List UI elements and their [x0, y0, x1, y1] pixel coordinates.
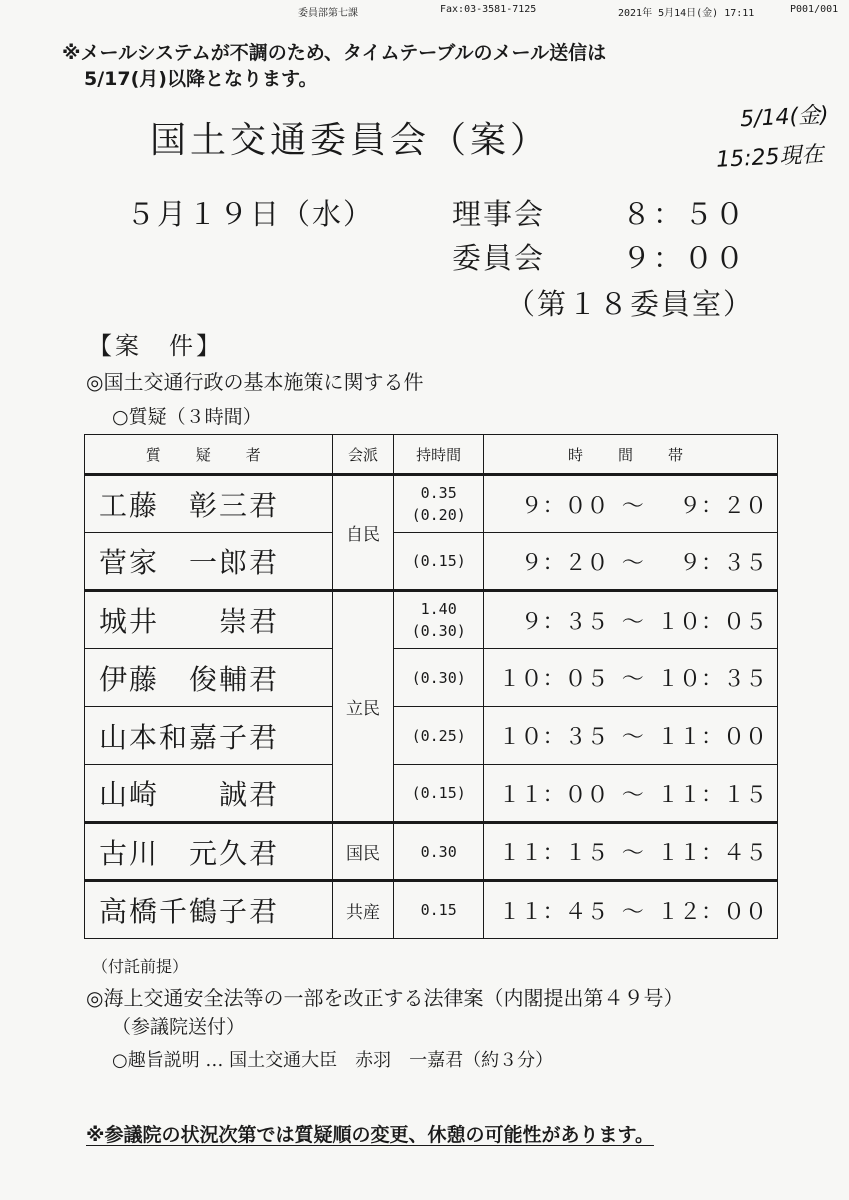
time-slot: １１：００ ～ １１：１５ [484, 765, 778, 823]
notice-top-line2: 5/17(月)以降となります。 [84, 68, 318, 90]
referral-sub: （参議院送付） [112, 1016, 246, 1038]
hold-time-cell: (0.30) [394, 649, 484, 707]
questioner-name: 伊藤 俊輔君 [85, 649, 333, 707]
party-cell: 立民 [332, 591, 394, 823]
time-slot: １１：１５ ～ １１：４５ [484, 823, 778, 881]
questioner-name: 山本和嘉子君 [85, 707, 333, 765]
time-slot: ９：３５ ～ １０：０５ [484, 591, 778, 649]
time-slot: ９：２０ ～ ９：３５ [484, 533, 778, 591]
hold-time-cell [394, 475, 484, 533]
questioner-name: 城井 崇君 [85, 591, 333, 649]
time-slot: ９：００ ～ ９：２０ [484, 475, 778, 533]
table-row [85, 881, 778, 939]
page-title: 国土交通委員会（案） [150, 120, 551, 161]
schedule-label-1: 委員会 [452, 241, 546, 275]
table-row [85, 533, 778, 591]
table-row [85, 765, 778, 823]
questioner-name: 菅家 一郎君 [85, 533, 333, 591]
handwritten-date: 5/14(金) [739, 102, 830, 133]
time-slot: １０：３５ ～ １１：００ [484, 707, 778, 765]
agenda-item: ◎国土交通行政の基本施策に関する件 [86, 370, 424, 394]
header-time-slot: 時 間 帯 [484, 435, 778, 475]
notice-bottom: ※参議院の状況次第では質疑順の変更、休憩の可能性があります。 [86, 1124, 654, 1146]
time-slot: １０：０５ ～ １０：３５ [484, 649, 778, 707]
table-row [85, 823, 778, 881]
hold-time-cell: 0.30 [394, 823, 484, 881]
questioner-table [84, 434, 778, 939]
referral-explain: ○趣旨説明 … 国土交通大臣 赤羽 一嘉君（約３分） [112, 1050, 554, 1071]
questioner-name: 高橋千鶴子君 [85, 881, 333, 939]
agenda-heading: 【案 件】 [88, 332, 223, 360]
fax-page: P001/001 [790, 4, 839, 15]
agenda-sub: ○質疑（３時間） [112, 406, 262, 428]
table-row [85, 649, 778, 707]
hold-time-share: (0.20) [411, 506, 466, 524]
fax-header [0, 4, 849, 20]
schedule-time-0: ８：５０ [622, 197, 747, 231]
time-slot: １１：４５ ～ １２：００ [484, 881, 778, 939]
header-hold-time: 持時間 [394, 435, 484, 475]
hold-time-total: 0.35 [420, 484, 457, 502]
header-party: 会派 [332, 435, 394, 475]
handwritten-time: 15:25現在 [715, 142, 825, 173]
party-cell: 国民 [332, 823, 394, 881]
referral-item: ◎海上交通安全法等の一部を改正する法律案（内閣提出第４９号） [86, 986, 684, 1010]
table-row [85, 475, 778, 533]
questioner-name: 工藤 彰三君 [85, 475, 333, 533]
schedule-date: ５月１９日（水） [126, 197, 375, 231]
hold-time-cell [394, 591, 484, 649]
hold-time-total: 1.40 [420, 600, 457, 618]
questioner-name: 山崎 誠君 [85, 765, 333, 823]
table-header-row [85, 435, 778, 475]
table-row [85, 591, 778, 649]
hold-time-cell: (0.25) [394, 707, 484, 765]
schedule-room: （第１８委員室） [506, 287, 755, 321]
header-questioner: 質 疑 者 [85, 435, 333, 475]
party-cell: 共産 [332, 881, 394, 939]
fax-dept: 委員部第七課 [298, 8, 358, 19]
questioner-name: 古川 元久君 [85, 823, 333, 881]
hold-time-share: (0.30) [411, 622, 466, 640]
party-cell: 自民 [332, 475, 394, 591]
fax-datetime: 2021年 5月14日(金) 17:11 [618, 8, 755, 19]
table-row [85, 707, 778, 765]
notice-top-line1: ※メールシステムが不調のため、タイムテーブルのメール送信は [62, 42, 607, 64]
hold-time-cell: (0.15) [394, 533, 484, 591]
notice-top [62, 40, 782, 92]
hold-time-cell: 0.15 [394, 881, 484, 939]
schedule-label-0: 理事会 [452, 197, 546, 231]
schedule-time-1: ９：００ [622, 241, 747, 275]
referral-label: （付託前提） [92, 957, 189, 976]
fax-number: Fax:03-3581-7125 [440, 4, 537, 15]
hold-time-cell: (0.15) [394, 765, 484, 823]
